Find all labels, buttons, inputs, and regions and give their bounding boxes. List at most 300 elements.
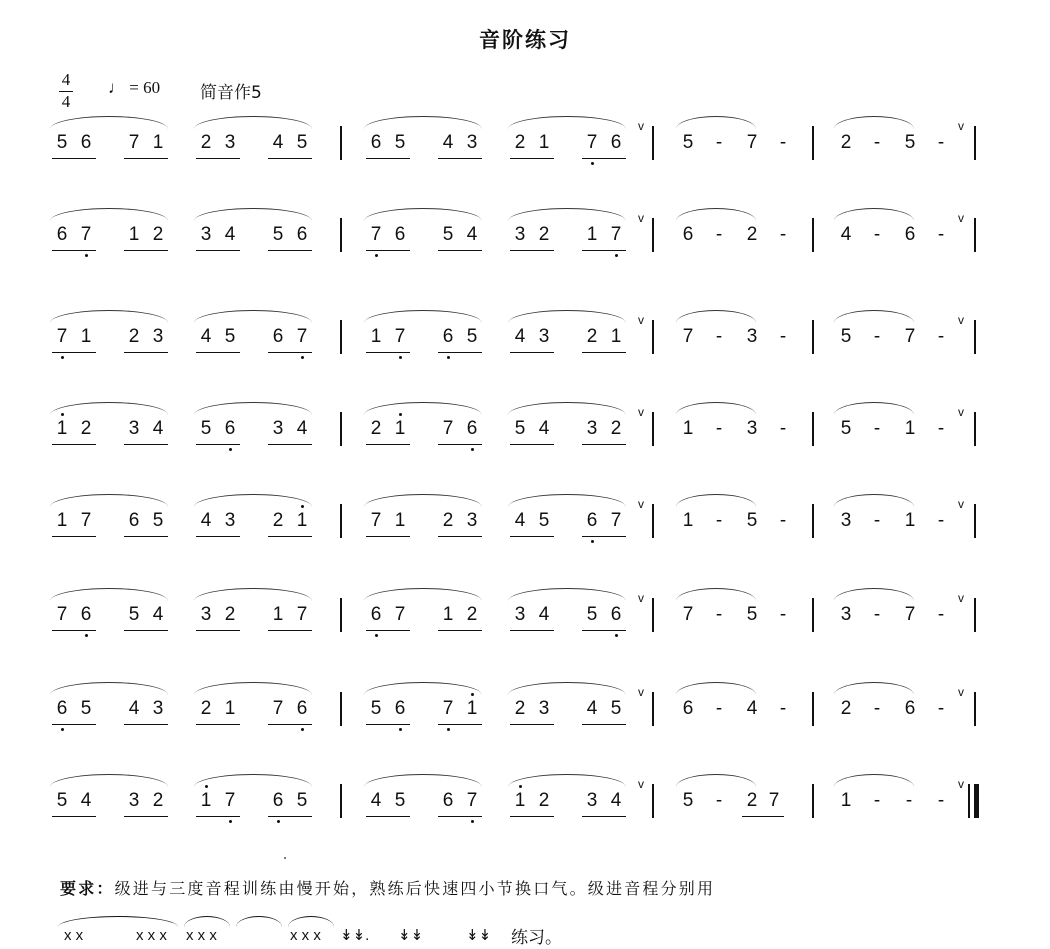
eighth-beam bbox=[268, 630, 312, 631]
breath-mark: v bbox=[958, 211, 964, 225]
sustain-dash: - bbox=[937, 418, 945, 439]
breath-mark: v bbox=[958, 119, 964, 133]
eighth-beam bbox=[366, 250, 410, 251]
note: 3 bbox=[466, 510, 478, 531]
sustain-dash: - bbox=[873, 790, 881, 811]
octave-dot-below bbox=[591, 540, 594, 543]
note: 5 bbox=[394, 790, 406, 811]
breath-mark: v bbox=[958, 313, 964, 327]
score-row bbox=[0, 119, 1050, 202]
slur-mark bbox=[236, 916, 282, 927]
note: 5 bbox=[394, 132, 406, 153]
time-signature-top: 4 bbox=[61, 70, 71, 89]
barline bbox=[812, 412, 814, 446]
sustain-dash: - bbox=[779, 698, 787, 719]
barline bbox=[340, 692, 342, 726]
note: 3 bbox=[586, 418, 598, 439]
note: 5 bbox=[296, 132, 308, 153]
note: 6 bbox=[904, 224, 916, 245]
slur-mark bbox=[364, 208, 482, 221]
note: 6 bbox=[610, 604, 622, 625]
sustain-dash: - bbox=[715, 604, 723, 625]
sustain-dash: - bbox=[779, 326, 787, 347]
note: 3 bbox=[128, 790, 140, 811]
slur-mark bbox=[194, 682, 312, 695]
breath-mark: v bbox=[638, 405, 644, 419]
note: 4 bbox=[514, 326, 526, 347]
sustain-dash: - bbox=[715, 326, 723, 347]
note: 3 bbox=[200, 224, 212, 245]
note: 3 bbox=[152, 326, 164, 347]
score-row bbox=[0, 211, 1050, 294]
note: 2 bbox=[840, 132, 852, 153]
slur-mark bbox=[50, 208, 168, 221]
note: 6 bbox=[80, 132, 92, 153]
note: 5 bbox=[746, 510, 758, 531]
slur-mark bbox=[834, 116, 914, 129]
note: 7 bbox=[610, 510, 622, 531]
octave-dot-below bbox=[229, 820, 232, 823]
barline bbox=[340, 126, 342, 160]
note: 3 bbox=[128, 418, 140, 439]
barline bbox=[652, 126, 654, 160]
note: 6 bbox=[586, 510, 598, 531]
eighth-beam bbox=[582, 536, 626, 537]
slur-mark bbox=[676, 494, 756, 507]
barline bbox=[974, 504, 976, 538]
sustain-dash: - bbox=[779, 604, 787, 625]
eighth-beam bbox=[196, 630, 240, 631]
note: 2 bbox=[746, 790, 758, 811]
note: 7 bbox=[586, 132, 598, 153]
slur-mark bbox=[194, 588, 312, 601]
eighth-beam bbox=[510, 444, 554, 445]
sustain-dash: - bbox=[715, 790, 723, 811]
octave-dot-below bbox=[61, 728, 64, 731]
note: 5 bbox=[272, 224, 284, 245]
eighth-beam bbox=[438, 630, 482, 631]
eighth-beam bbox=[510, 352, 554, 353]
note: 6 bbox=[272, 790, 284, 811]
eighth-beam bbox=[52, 724, 96, 725]
sustain-dash: - bbox=[937, 604, 945, 625]
time-signature bbox=[58, 70, 74, 111]
breath-mark: v bbox=[638, 119, 644, 133]
note: 4 bbox=[80, 790, 92, 811]
barline bbox=[652, 598, 654, 632]
note: 2 bbox=[200, 132, 212, 153]
note: 2 bbox=[152, 224, 164, 245]
sustain-dash: - bbox=[715, 510, 723, 531]
eighth-beam bbox=[268, 724, 312, 725]
eighth-beam bbox=[582, 250, 626, 251]
barline bbox=[812, 218, 814, 252]
note: 6 bbox=[610, 132, 622, 153]
barline bbox=[340, 598, 342, 632]
eighth-beam bbox=[124, 444, 168, 445]
sustain-dash: - bbox=[937, 510, 945, 531]
note: 5 bbox=[466, 326, 478, 347]
slur-mark bbox=[194, 402, 312, 415]
slur-mark bbox=[50, 494, 168, 507]
eighth-beam bbox=[582, 352, 626, 353]
barline bbox=[652, 784, 654, 818]
slur-mark bbox=[364, 494, 482, 507]
note: 6 bbox=[56, 224, 68, 245]
note: 3 bbox=[224, 510, 236, 531]
octave-dot-above bbox=[471, 693, 474, 696]
barline bbox=[974, 320, 976, 354]
octave-dot-below bbox=[85, 254, 88, 257]
note: 3 bbox=[840, 510, 852, 531]
score-row bbox=[0, 405, 1050, 488]
eighth-beam bbox=[438, 536, 482, 537]
slur-mark bbox=[508, 402, 626, 415]
breath-mark: v bbox=[638, 685, 644, 699]
barline bbox=[812, 320, 814, 354]
note: 1 bbox=[466, 698, 478, 719]
requirements-symbols bbox=[58, 914, 758, 948]
breath-mark: v bbox=[958, 685, 964, 699]
octave-dot-below bbox=[447, 728, 450, 731]
eighth-beam bbox=[438, 816, 482, 817]
slur-mark bbox=[834, 682, 914, 695]
note: 6 bbox=[128, 510, 140, 531]
octave-dot-below bbox=[61, 356, 64, 359]
eighth-beam bbox=[196, 724, 240, 725]
note: 2 bbox=[272, 510, 284, 531]
barline bbox=[812, 504, 814, 538]
requirements-label: 要求： bbox=[60, 879, 115, 898]
eighth-beam bbox=[196, 816, 240, 817]
note: 7 bbox=[370, 510, 382, 531]
note: 5 bbox=[514, 418, 526, 439]
sustain-dash: - bbox=[937, 790, 945, 811]
note: 1 bbox=[682, 418, 694, 439]
slur-mark bbox=[194, 116, 312, 129]
note: 2 bbox=[746, 224, 758, 245]
slur-mark bbox=[184, 916, 230, 927]
eighth-beam bbox=[510, 536, 554, 537]
eighth-beam bbox=[582, 816, 626, 817]
barline bbox=[974, 692, 976, 726]
octave-dot-below bbox=[615, 634, 618, 637]
note: 1 bbox=[80, 326, 92, 347]
eighth-beam bbox=[510, 158, 554, 159]
note: 7 bbox=[610, 224, 622, 245]
eighth-beam bbox=[196, 352, 240, 353]
octave-dot-below bbox=[399, 356, 402, 359]
eighth-beam bbox=[438, 158, 482, 159]
note: 2 bbox=[224, 604, 236, 625]
rhythm-symbol: x x x bbox=[290, 927, 321, 944]
eighth-beam bbox=[742, 816, 784, 817]
note: 6 bbox=[394, 698, 406, 719]
note: 6 bbox=[56, 698, 68, 719]
note: 5 bbox=[200, 418, 212, 439]
note: 7 bbox=[394, 604, 406, 625]
eighth-beam bbox=[196, 158, 240, 159]
note: 5 bbox=[904, 132, 916, 153]
note: 2 bbox=[200, 698, 212, 719]
slur-mark bbox=[50, 402, 168, 415]
note: 4 bbox=[224, 224, 236, 245]
slur-mark bbox=[50, 588, 168, 601]
requirements-tail: 练习。 bbox=[511, 928, 562, 948]
slur-mark bbox=[508, 116, 626, 129]
eighth-beam bbox=[268, 158, 312, 159]
eighth-beam bbox=[52, 444, 96, 445]
slur-mark bbox=[676, 402, 756, 415]
note: 1 bbox=[56, 418, 68, 439]
note: 1 bbox=[610, 326, 622, 347]
tempo-marking: ♩ = 60 bbox=[108, 78, 161, 97]
note: 6 bbox=[296, 698, 308, 719]
octave-dot-below bbox=[301, 356, 304, 359]
note: 4 bbox=[538, 604, 550, 625]
eighth-beam bbox=[52, 158, 96, 159]
slur-mark bbox=[834, 402, 914, 415]
note: 3 bbox=[538, 698, 550, 719]
octave-dot-below bbox=[375, 254, 378, 257]
slur-mark bbox=[834, 774, 914, 787]
note: 6 bbox=[272, 326, 284, 347]
note: 2 bbox=[840, 698, 852, 719]
note: 7 bbox=[128, 132, 140, 153]
barline bbox=[974, 412, 976, 446]
slur-mark bbox=[50, 116, 168, 129]
note: 5 bbox=[840, 418, 852, 439]
octave-dot-below bbox=[375, 634, 378, 637]
note: 5 bbox=[682, 790, 694, 811]
rhythm-symbol: ↡↡. bbox=[340, 927, 370, 944]
octave-dot-below bbox=[229, 448, 232, 451]
slur-mark bbox=[194, 774, 312, 787]
note: 1 bbox=[200, 790, 212, 811]
eighth-beam bbox=[52, 352, 96, 353]
note: 7 bbox=[466, 790, 478, 811]
score-row bbox=[0, 591, 1050, 674]
breath-mark: v bbox=[958, 497, 964, 511]
note: 2 bbox=[370, 418, 382, 439]
breath-mark: v bbox=[638, 777, 644, 791]
slur-mark bbox=[58, 916, 178, 927]
sustain-dash: - bbox=[937, 224, 945, 245]
sustain-dash: - bbox=[937, 132, 945, 153]
eighth-beam bbox=[124, 158, 168, 159]
sustain-dash: - bbox=[779, 224, 787, 245]
sustain-dash: - bbox=[873, 132, 881, 153]
eighth-beam bbox=[124, 816, 168, 817]
note: 1 bbox=[394, 418, 406, 439]
note: 7 bbox=[370, 224, 382, 245]
eighth-beam bbox=[268, 250, 312, 251]
note: 6 bbox=[466, 418, 478, 439]
note: 5 bbox=[128, 604, 140, 625]
breath-mark: v bbox=[638, 591, 644, 605]
sustain-dash: - bbox=[779, 510, 787, 531]
slur-mark bbox=[676, 588, 756, 601]
eighth-beam bbox=[438, 352, 482, 353]
eighth-beam bbox=[438, 444, 482, 445]
rhythm-symbol: x x x bbox=[136, 927, 167, 944]
eighth-beam bbox=[124, 536, 168, 537]
octave-dot-below bbox=[85, 634, 88, 637]
barline bbox=[340, 412, 342, 446]
note: 1 bbox=[682, 510, 694, 531]
barline bbox=[652, 218, 654, 252]
barline bbox=[812, 692, 814, 726]
note: 5 bbox=[296, 790, 308, 811]
eighth-beam bbox=[366, 444, 410, 445]
note: 1 bbox=[128, 224, 140, 245]
note: 1 bbox=[224, 698, 236, 719]
octave-dot-above bbox=[301, 505, 304, 508]
note: 3 bbox=[746, 418, 758, 439]
slur-mark bbox=[508, 588, 626, 601]
slur-mark bbox=[364, 116, 482, 129]
key-marking: 简音作5 bbox=[200, 83, 262, 103]
note: 4 bbox=[152, 418, 164, 439]
sustain-dash: - bbox=[715, 224, 723, 245]
note: 4 bbox=[466, 224, 478, 245]
note: 6 bbox=[442, 326, 454, 347]
note: 2 bbox=[80, 418, 92, 439]
score-row bbox=[0, 685, 1050, 768]
eighth-beam bbox=[268, 444, 312, 445]
slur-mark bbox=[676, 682, 756, 695]
eighth-beam bbox=[582, 630, 626, 631]
eighth-beam bbox=[510, 724, 554, 725]
eighth-beam bbox=[124, 250, 168, 251]
note: 2 bbox=[538, 790, 550, 811]
note: 1 bbox=[370, 326, 382, 347]
note: 7 bbox=[442, 418, 454, 439]
sustain-dash: - bbox=[873, 698, 881, 719]
note: 2 bbox=[466, 604, 478, 625]
note: 3 bbox=[224, 132, 236, 153]
barline bbox=[652, 692, 654, 726]
eighth-beam bbox=[196, 444, 240, 445]
sustain-dash: - bbox=[937, 698, 945, 719]
note: 6 bbox=[296, 224, 308, 245]
requirements-body: 级进与三度音程训练由慢开始，熟练后快速四小节换口气。级进音程分别用 bbox=[114, 879, 716, 898]
eighth-beam bbox=[438, 250, 482, 251]
note: 7 bbox=[80, 510, 92, 531]
note: 4 bbox=[514, 510, 526, 531]
note: 6 bbox=[442, 790, 454, 811]
note: 4 bbox=[296, 418, 308, 439]
note: 5 bbox=[152, 510, 164, 531]
octave-dot-below bbox=[591, 162, 594, 165]
barline bbox=[968, 784, 970, 818]
octave-dot-below bbox=[615, 254, 618, 257]
note: 1 bbox=[296, 510, 308, 531]
breath-mark: v bbox=[638, 211, 644, 225]
barline bbox=[974, 598, 976, 632]
eighth-beam bbox=[196, 250, 240, 251]
eighth-beam bbox=[582, 158, 626, 159]
slur-mark bbox=[288, 916, 334, 927]
note: 7 bbox=[272, 698, 284, 719]
note: 6 bbox=[370, 604, 382, 625]
eighth-beam bbox=[366, 630, 410, 631]
note: 4 bbox=[152, 604, 164, 625]
eighth-beam bbox=[510, 250, 554, 251]
sustain-dash: - bbox=[873, 604, 881, 625]
slur-mark bbox=[676, 774, 756, 787]
note: 1 bbox=[840, 790, 852, 811]
octave-dot-below bbox=[301, 728, 304, 731]
note: 2 bbox=[514, 132, 526, 153]
score-row bbox=[0, 497, 1050, 580]
note: 5 bbox=[224, 326, 236, 347]
slur-mark bbox=[364, 402, 482, 415]
note: 3 bbox=[200, 604, 212, 625]
slur-mark bbox=[508, 208, 626, 221]
slur-mark bbox=[508, 310, 626, 323]
note: 7 bbox=[394, 326, 406, 347]
note: 3 bbox=[272, 418, 284, 439]
slur-mark bbox=[834, 494, 914, 507]
eighth-beam bbox=[268, 352, 312, 353]
note: 5 bbox=[56, 790, 68, 811]
eighth-beam bbox=[366, 352, 410, 353]
breath-mark: v bbox=[638, 497, 644, 511]
barline bbox=[340, 784, 342, 818]
note: 6 bbox=[904, 698, 916, 719]
slur-mark bbox=[194, 494, 312, 507]
eighth-beam bbox=[124, 630, 168, 631]
eighth-beam bbox=[124, 724, 168, 725]
breath-mark: v bbox=[638, 313, 644, 327]
sustain-dash: - bbox=[779, 418, 787, 439]
barline bbox=[652, 320, 654, 354]
note: 7 bbox=[682, 326, 694, 347]
note: 7 bbox=[442, 698, 454, 719]
sustain-dash: - bbox=[715, 698, 723, 719]
breath-mark: v bbox=[958, 405, 964, 419]
note: 4 bbox=[200, 326, 212, 347]
eighth-beam bbox=[366, 536, 410, 537]
note: 7 bbox=[56, 326, 68, 347]
sustain-dash: - bbox=[873, 326, 881, 347]
note: 1 bbox=[904, 510, 916, 531]
eighth-beam bbox=[196, 536, 240, 537]
note: 7 bbox=[682, 604, 694, 625]
note: 1 bbox=[56, 510, 68, 531]
note: 5 bbox=[80, 698, 92, 719]
eighth-beam bbox=[366, 724, 410, 725]
slur-mark bbox=[676, 310, 756, 323]
sustain-dash: - bbox=[873, 418, 881, 439]
note: 1 bbox=[904, 418, 916, 439]
sustain-dash: - bbox=[873, 510, 881, 531]
note: 4 bbox=[442, 132, 454, 153]
eighth-beam bbox=[52, 630, 96, 631]
eighth-beam bbox=[366, 158, 410, 159]
note: 5 bbox=[370, 698, 382, 719]
rhythm-symbol: ↡↡ bbox=[466, 927, 492, 944]
slur-mark bbox=[50, 774, 168, 787]
eighth-beam bbox=[510, 630, 554, 631]
note: 3 bbox=[538, 326, 550, 347]
barline bbox=[340, 504, 342, 538]
note: 5 bbox=[610, 698, 622, 719]
note: 1 bbox=[152, 132, 164, 153]
eighth-beam bbox=[366, 816, 410, 817]
barline bbox=[812, 784, 814, 818]
